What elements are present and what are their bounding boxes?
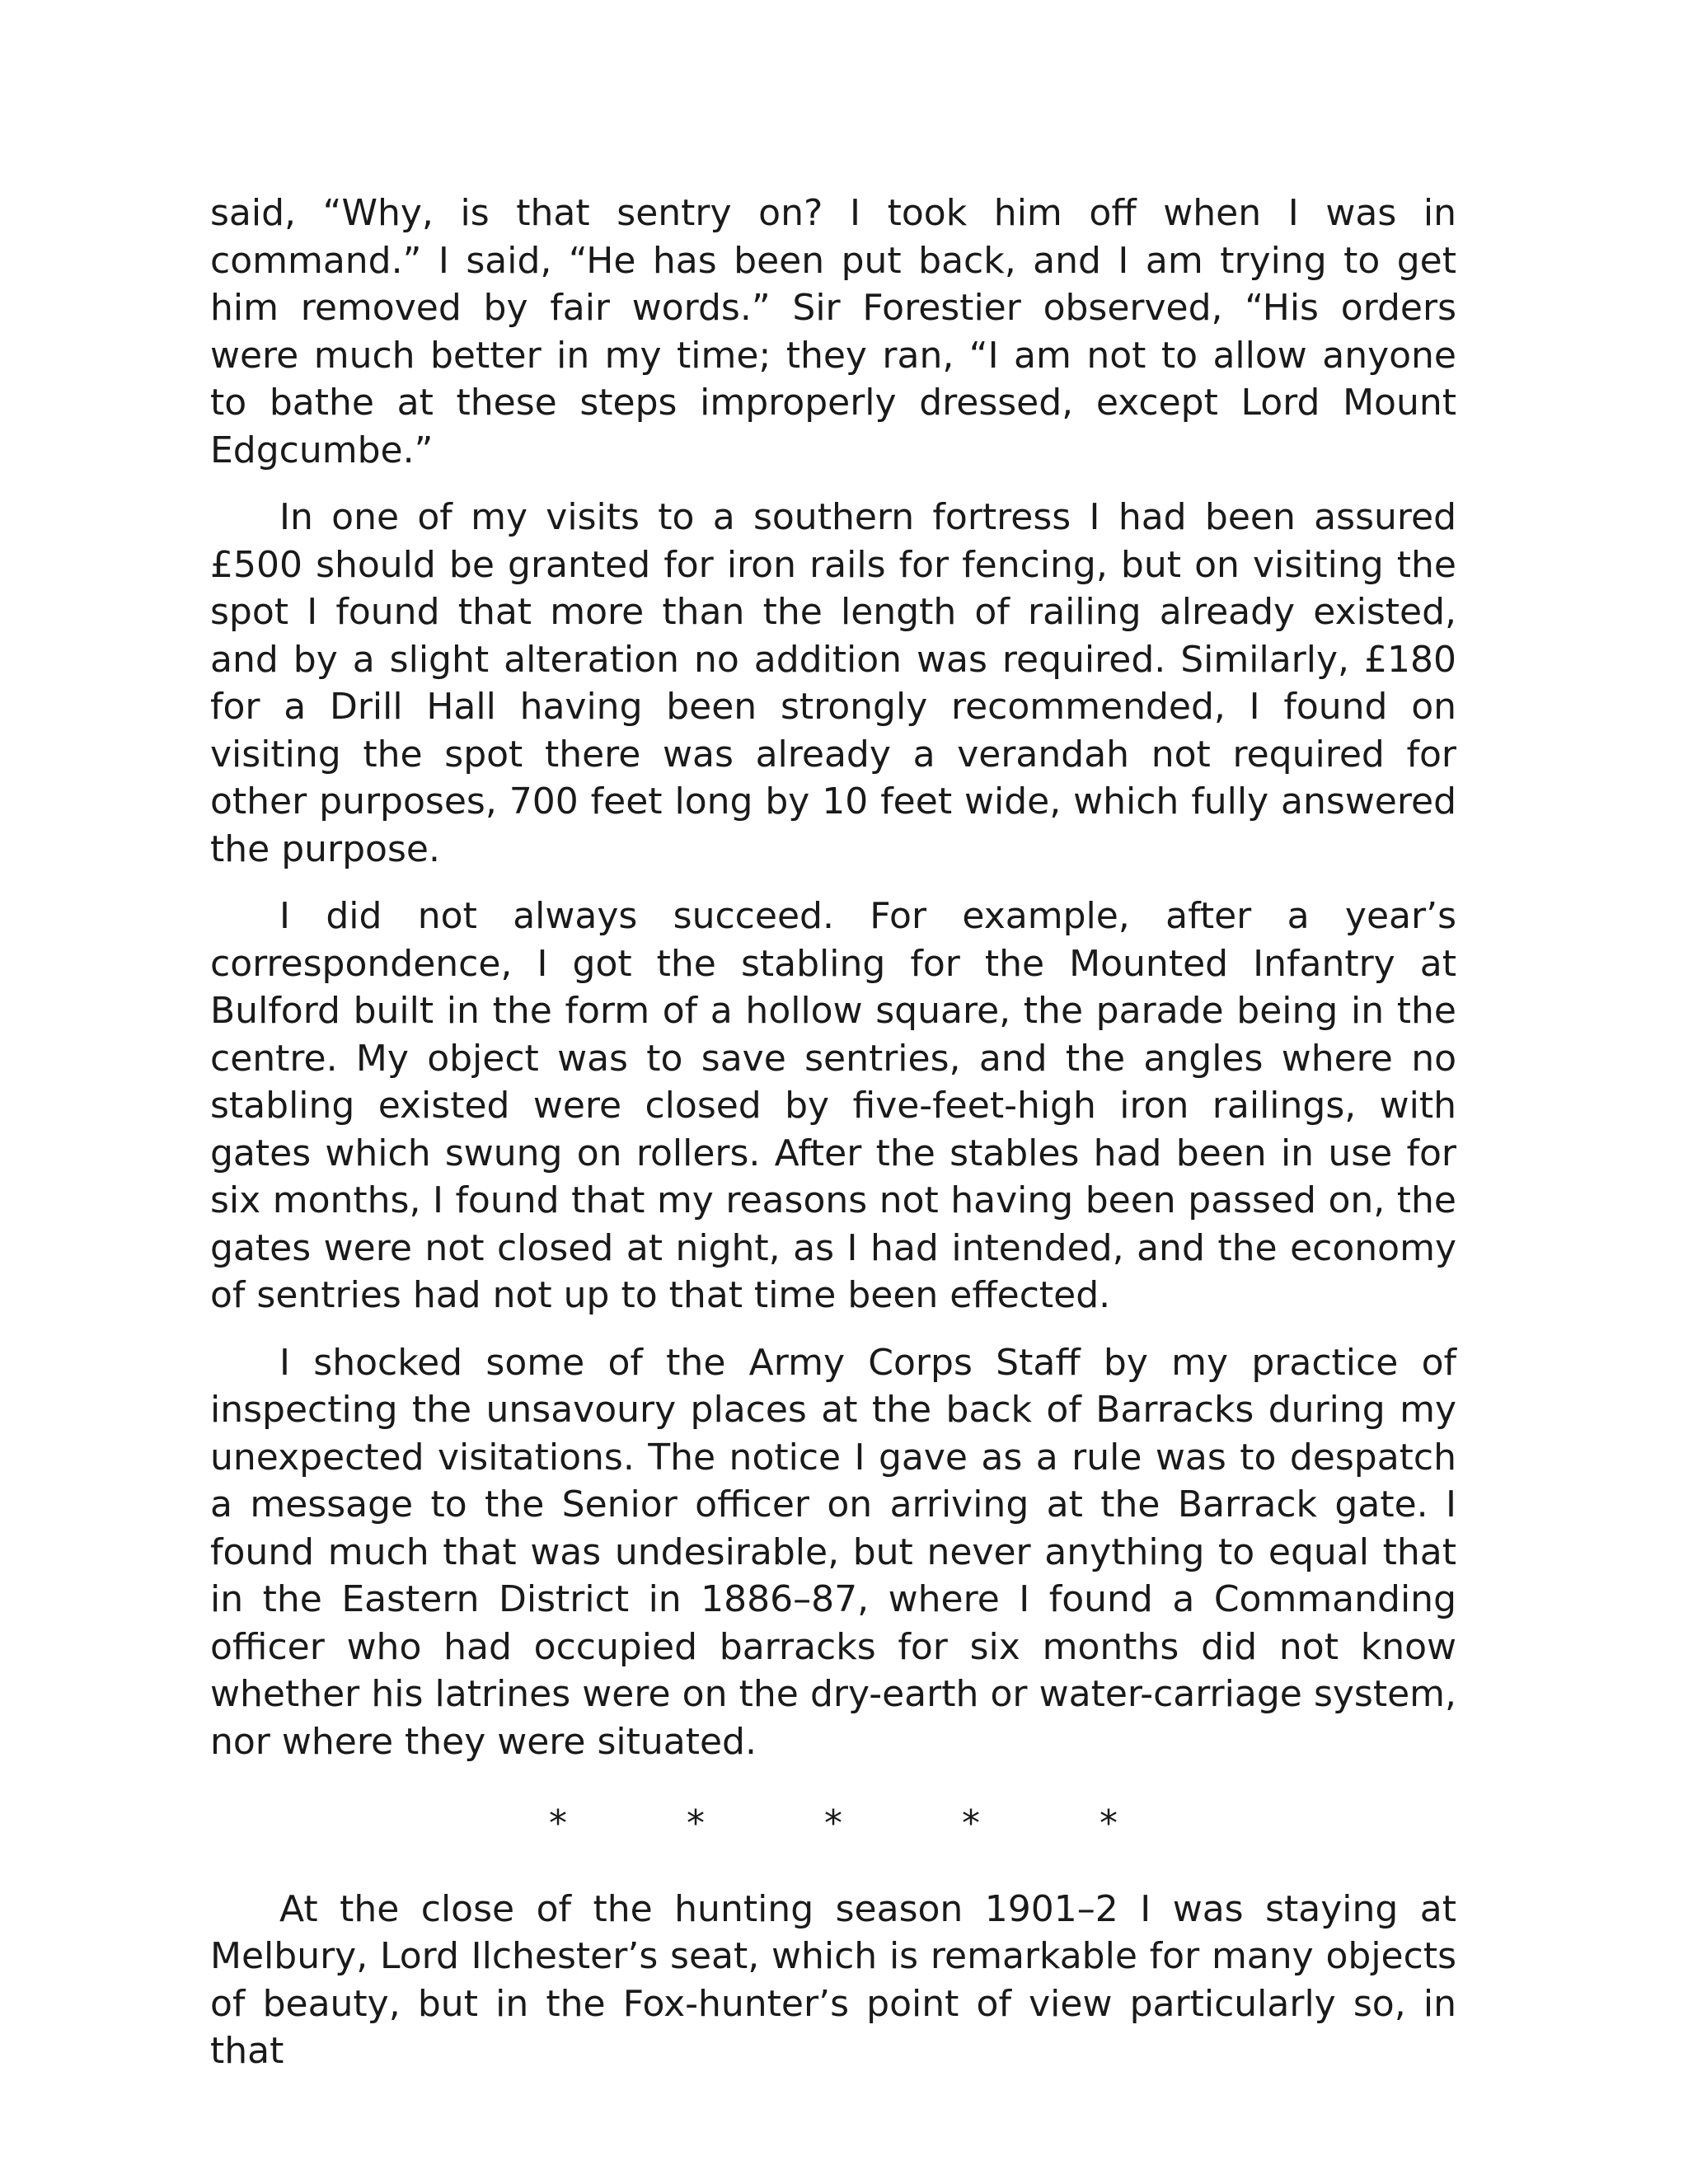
paragraph-5: At the close of the hunting season 1901–2 I was staying at Melbury, Lord Ilchester’s seat, which is remarkable for many objects of beauty, but in the Fox-hunter’s point of view particularly so, in that <box>210 1887 1456 2072</box>
paragraph-1: said, “Why, is that sentry on? I took him off when I was in command.” I said, “He has been put back, and I am trying to get him removed by fair words.” Sir Forestier observed, “His orders were much better in my time; they ran, “I am not to allow anyone to bathe at these steps improperly dressed, except Lord Mount Edgcumbe.” <box>210 192 1456 471</box>
separator-asterisk: * <box>687 1802 705 1844</box>
separator-asterisk: * <box>549 1802 567 1844</box>
paragraph-2: In one of my visits to a southern fortress I had been assured £500 should be granted for iron rails for fencing, but on visiting the spot I found that more than the length of railing already existed, and by a slight alteration no addition was required. Similarly, £180 for a Drill Hall having been strongly recommended, I found on visiting the spot there was already a verandah not required for other purposes, 700 feet long by 10 feet wide, which fully answered the purpose. <box>210 496 1456 870</box>
section-separator <box>210 1800 1456 1848</box>
paragraph-4: I shocked some of the Army Corps Staff by my practice of inspecting the unsavoury places at the back of Barracks during my unexpected visitations. The notice I gave as a rule was to despatch a message to the Senior officer on arriving at the Barrack gate. I found much that was undesirable, but never anything to equal that in the Eastern District in 1886–87, where I found a Commanding officer who had occupied barracks for six months did not know whether his latrines were on the dry-earth or water-carriage system, nor where they were situated. <box>210 1341 1456 1763</box>
separator-asterisk: * <box>962 1802 980 1844</box>
paragraph-3: I did not always succeed. For example, after a year’s correspondence, I got the stabling for the Mounted Infantry at Bulford built in the form of a hollow square, the parade being in the centre. My object was to save sentries, and the angles where no stabling existed were closed by five-feet-high iron railings, with gates which swung on rollers. After the stables had been in use for six months, I found that my reasons not having been passed on, the gates were not closed at night, as I had intended, and the economy of sentries had not up to that time been effected. <box>210 895 1456 1316</box>
page-body <box>210 190 1456 2095</box>
separator-asterisk: * <box>824 1802 842 1844</box>
separator-asterisk: * <box>1100 1802 1118 1844</box>
